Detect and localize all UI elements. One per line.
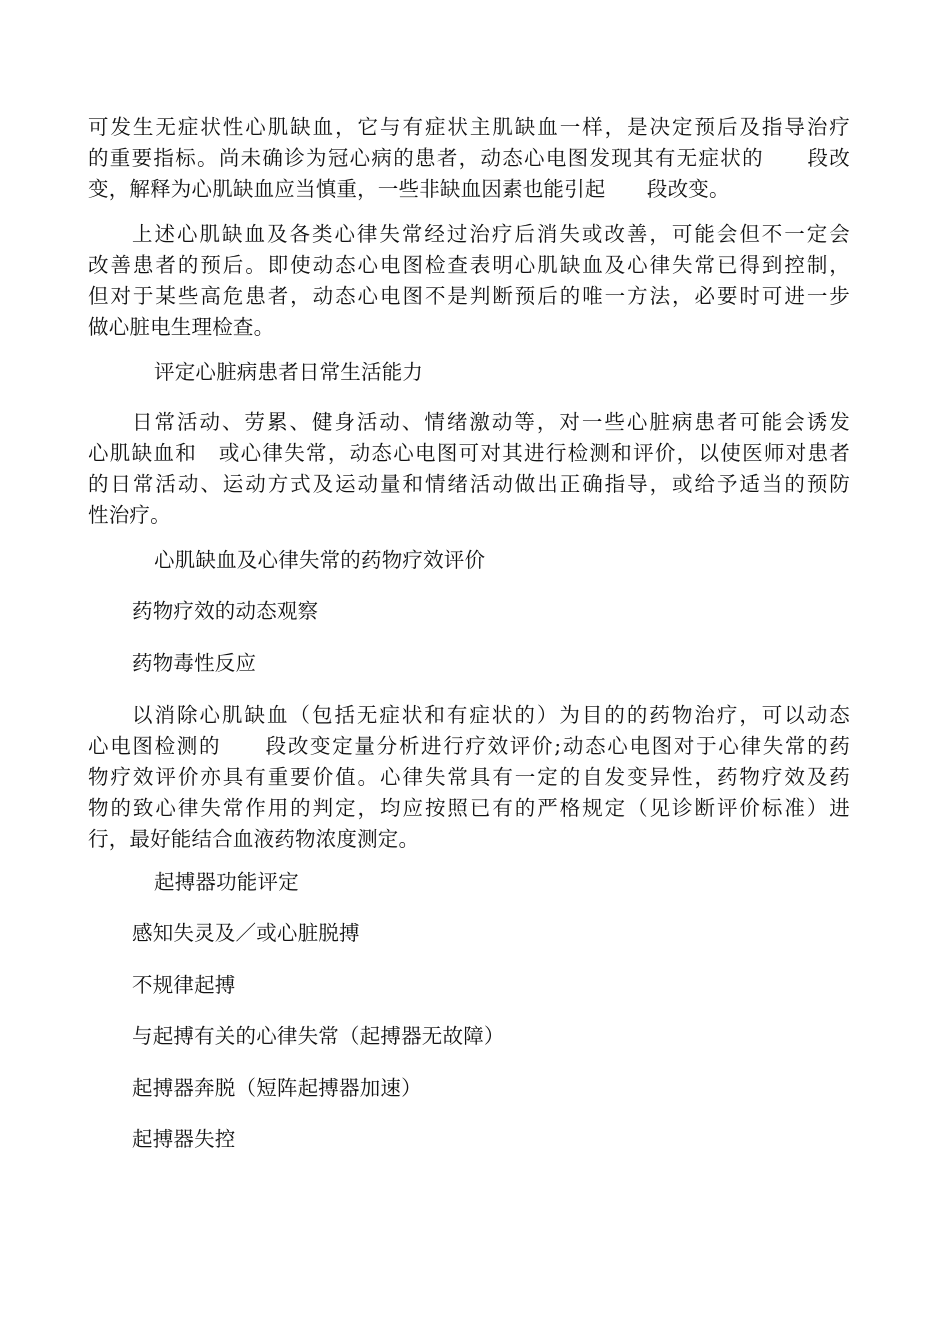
text-line: 心肌缺血和 或心律失常，动态心电图可对其进行检测和评价，以使医师对患者 — [88, 441, 850, 465]
paragraph-drug-therapy — [88, 700, 850, 855]
text-line: 心电图检测的 段改变定量分析进行疗效评价;动态心电图对于心律失常的药 — [88, 734, 850, 758]
text-line: 改善患者的预后。即使动态心电图检查表明心肌缺血及心律失常已得到控制， — [88, 253, 850, 277]
text-line: 上述心肌缺血及各类心律失常经过治疗后消失或改善，可能会但不一定会 — [132, 222, 850, 246]
list-item-irregular-pacing: 不规律起搏 — [132, 973, 236, 997]
section-heading-daily-activity: 评定心脏病患者日常生活能力 — [154, 360, 424, 384]
section-heading-drug-efficacy: 心肌缺血及心律失常的药物疗效评价 — [154, 548, 486, 572]
paragraph-prognosis — [88, 219, 850, 343]
text-line: 可发生无症状性心肌缺血，它与有症状主肌缺血一样，是决定预后及指导治疗 — [88, 115, 850, 139]
paragraph-asymptomatic-ischemia — [88, 112, 850, 205]
text-line: 但对于某些高危患者，动态心电图不是判断预后的唯一方法，必要时可进一步 — [88, 284, 850, 308]
subheading-drug-toxicity: 药物毒性反应 — [132, 651, 257, 675]
text-line: 的重要指标。尚未确诊为冠心病的患者，动态心电图发现其有无症状的 段改 — [88, 146, 850, 170]
list-item-sensing-failure: 感知失灵及／或心脏脱搏 — [132, 921, 360, 945]
text-line: 做心脏电生理检查。 — [88, 315, 275, 339]
text-line: 的日常活动、运动方式及运动量和情绪活动做出正确指导，或给予适当的预防 — [88, 472, 850, 496]
list-item-pacemaker-out-of-control: 起搏器失控 — [132, 1127, 236, 1151]
text-line: 物疗效评价亦具有重要价值。心律失常具有一定的自发变异性，药物疗效及药 — [88, 765, 850, 789]
list-item-pacing-arrhythmia: 与起搏有关的心律失常（起搏器无故障） — [132, 1024, 505, 1048]
text-line: 性治疗。 — [88, 503, 171, 527]
text-line: 变，解释为心肌缺血应当慎重，一些非缺血因素也能引起 段改变。 — [88, 177, 730, 201]
text-line: 以消除心肌缺血（包括无症状和有症状的）为目的的药物治疗，可以动态 — [132, 703, 850, 727]
section-heading-pacemaker: 起搏器功能评定 — [154, 870, 299, 894]
subheading-drug-observation: 药物疗效的动态观察 — [132, 599, 319, 623]
list-item-pacemaker-runaway: 起搏器奔脱（短阵起搏器加速） — [132, 1076, 422, 1100]
text-line: 行，最好能结合血液药物浓度测定。 — [88, 827, 420, 851]
text-line: 日常活动、劳累、健身活动、情绪激动等，对一些心脏病患者可能会诱发 — [132, 410, 850, 434]
paragraph-daily-activity — [88, 407, 850, 531]
text-line: 物的致心律失常作用的判定，均应按照已有的严格规定（见诊断评价标准）进 — [88, 796, 850, 820]
